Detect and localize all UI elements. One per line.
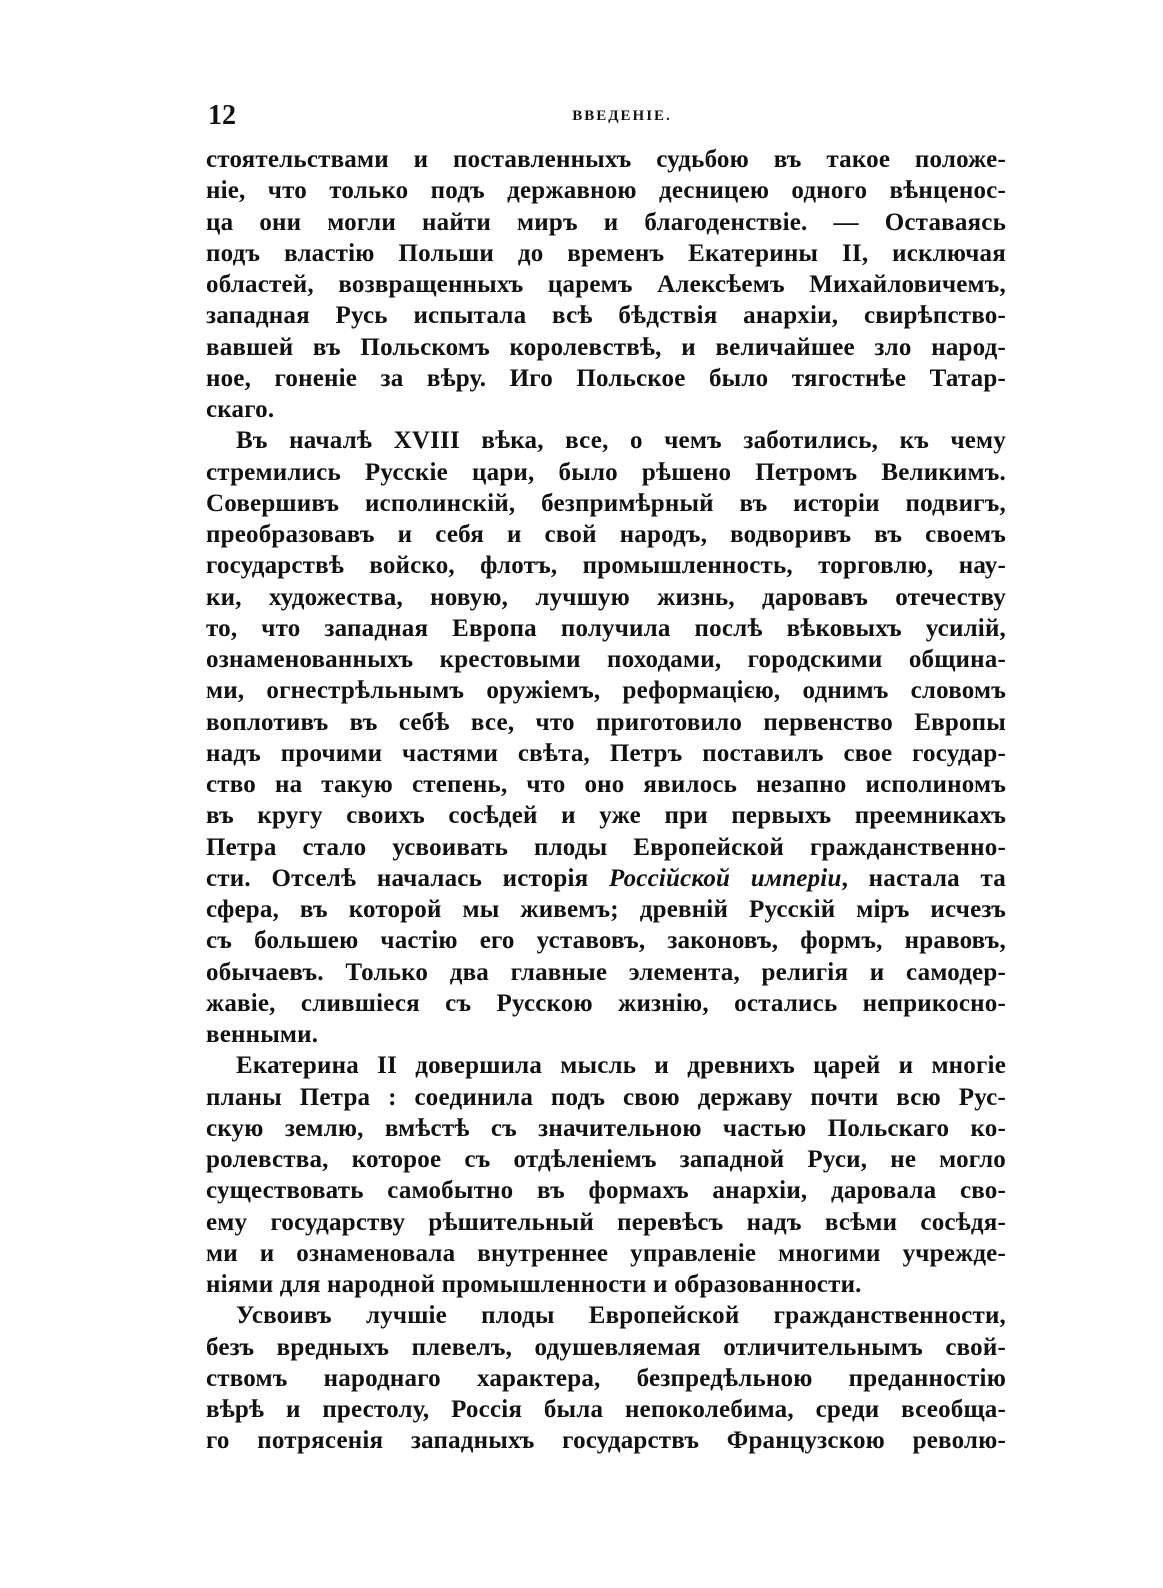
page-number: 12 <box>208 100 236 131</box>
text-line: сфера, въ которой мы живемъ; древній Русскій міръ исчезъ <box>206 896 1006 923</box>
text-line: то, что западная Европа получила послѣ вѣковыхъ усилій, <box>206 614 1006 642</box>
text-line: венными. <box>206 1021 319 1048</box>
text-line: Усвоивъ лучшіе плоды Европейской гражданственности, <box>236 1302 1006 1330</box>
text-line: ніями для народной промышленности и образованности. <box>206 1271 862 1298</box>
text-segment: , настала та <box>841 864 1006 892</box>
text-line-mixed <box>206 863 1006 894</box>
text-line: съ большею частію его уставовъ, законовъ, формъ, нравовъ, <box>206 927 1006 955</box>
text-line: ми, огнестрѣльнымъ оружіемъ, реформацією, однимъ словомъ <box>206 677 1006 705</box>
body-text <box>206 144 1006 1457</box>
text-line: государствѣ войско, флотъ, промышленность, торговлю, нау- <box>206 552 1006 580</box>
text-line: Петра стало усвоивать плоды Европейской гражданственно- <box>206 833 1006 861</box>
text-line: преобразовавъ и себя и свой народъ, водворивъ въ своемъ <box>206 521 1006 548</box>
text-line: безъ вредныхъ плевелъ, одушевляемая отличительнымъ свой- <box>206 1333 1006 1361</box>
text-line: ролевства, которое съ отдѣленіемъ западной Руси, не могло <box>206 1146 1006 1173</box>
text-line: ки, художества, новую, лучшую жизнь, даровавъ отечеству <box>206 583 1006 611</box>
text-line: скаго. <box>206 396 275 423</box>
text-line: скую землю, вмѣстѣ съ значительною частью Польскаго ко- <box>206 1114 1006 1142</box>
text-line: Екатерина II довершила мысль и древнихъ царей и многіе <box>236 1052 1006 1080</box>
text-line: подъ властію Польши до временъ Екатерины II, исключая <box>206 239 1006 267</box>
text-line: обычаевъ. Только два главные элемента, религія и самодер- <box>206 958 1006 986</box>
text-segment: сти. Отселѣ началась исторія <box>206 864 610 892</box>
text-line: въ кругу своихъ сосѣдей и уже при первыхъ преемникахъ <box>206 802 1006 830</box>
text-line: вѣрѣ и престолу, Россія была непоколебима, среди всеобща- <box>206 1396 1006 1423</box>
paragraph-1 <box>206 144 1006 425</box>
text-line: планы Петра : соединила подъ свою державу почти всю Рус- <box>206 1083 1006 1111</box>
text-line: Совершивъ исполинскій, безпримѣрный въ исторіи подвигъ, <box>206 489 1006 517</box>
text-line: западная Русь испытала всѣ бѣдствія анархіи, свирѣпство- <box>206 302 1006 330</box>
text-line: надъ прочими частями свѣта, Петръ поставилъ свое государ- <box>206 739 1006 767</box>
text-line: ца они могли найти миръ и благоденствіе. — Оставаясь <box>206 208 1006 236</box>
paragraph-2 <box>206 425 1006 1050</box>
paragraph-3 <box>206 1050 1006 1300</box>
text-line: жавіе, слившіеся съ Русскою жизнію, остались неприкосно- <box>206 989 1006 1017</box>
text-line: ознаменованныхъ крестовыми походами, городскими община- <box>206 646 1006 673</box>
page-header <box>206 98 998 134</box>
italic-phrase: Россійской имперіи <box>609 864 842 892</box>
text-line: ему государству рѣшительный перевѣсъ надъ всѣми сосѣдя- <box>206 1208 1006 1236</box>
text-line: существовать самобытно въ формахъ анархіи, даровала сво- <box>206 1177 1006 1205</box>
text-line: ство на такую степень, что оно явилось незапно исполиномъ <box>206 771 1006 798</box>
text-line: го потрясенія западныхъ государствъ Французскою револю- <box>206 1427 1006 1455</box>
text-line: стоятельствами и поставленныхъ судьбою въ такое положе- <box>206 146 1006 173</box>
text-line: ствомъ народнаго характера, безпредѣльною преданностію <box>206 1364 1006 1392</box>
text-line: стремились Русскіе цари, было рѣшено Петромъ Великимъ. <box>206 458 1006 486</box>
text-line: ніе, что только подъ державною десницею одного вѣнценос- <box>206 177 1006 205</box>
text-line: вавшей въ Польскомъ королевствѣ, и величайшее зло народ- <box>206 333 1006 361</box>
text-line: Въ началѣ XVIII вѣка, все, о чемъ заботились, къ чему <box>236 427 1006 455</box>
text-line: областей, возвращенныхъ царемъ Алексѣемъ Михайловичемъ, <box>206 271 1006 298</box>
text-line: ное, гоненіе за вѣру. Иго Польское было тягостнѣе Татар- <box>206 364 1006 392</box>
paragraph-4 <box>206 1300 1006 1456</box>
text-line: воплотивъ въ себѣ все, что приготовило первенство Европы <box>206 708 1006 736</box>
text-line: ми и ознаменовала внутреннее управленіе многими учрежде- <box>206 1239 1006 1267</box>
running-title: ВВЕДЕНІЕ. <box>572 108 672 124</box>
